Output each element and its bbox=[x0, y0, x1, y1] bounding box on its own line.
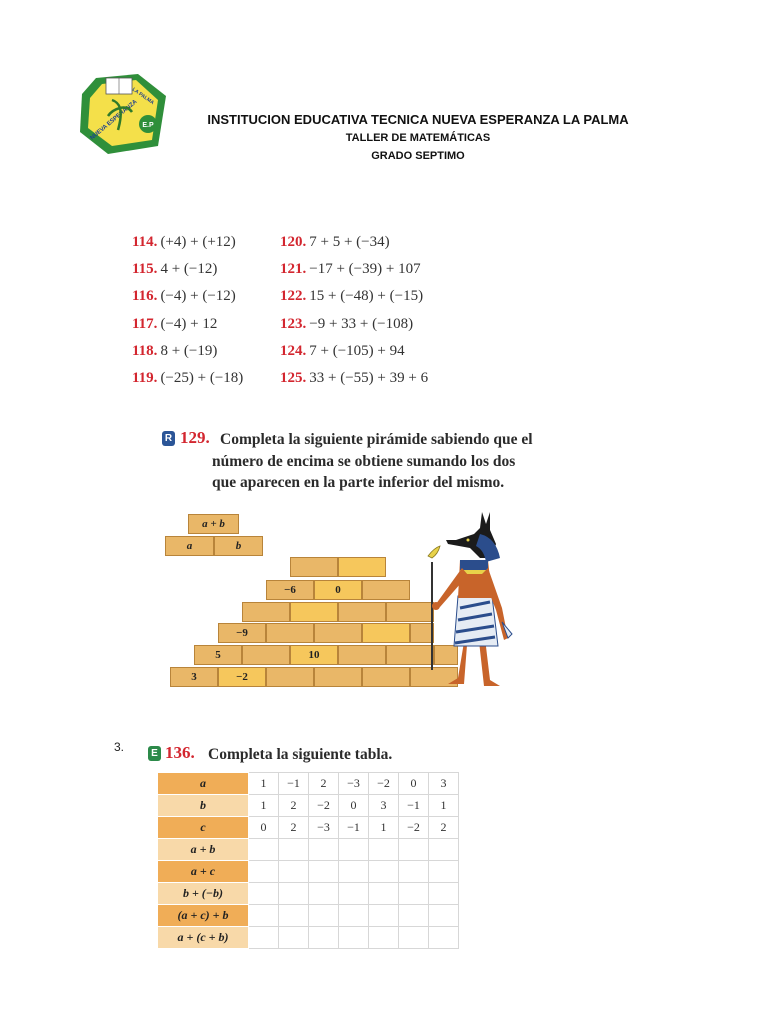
table-row bbox=[158, 883, 459, 905]
pyramid-brick: 0 bbox=[314, 580, 362, 600]
table-cell bbox=[399, 883, 429, 905]
table-row bbox=[158, 817, 459, 839]
exercise-expression: 7 + (−105) + 94 bbox=[309, 342, 405, 359]
problem-129-number: 129. bbox=[180, 428, 210, 447]
table-row-label: a bbox=[158, 773, 249, 795]
table-cell: 1 bbox=[369, 817, 399, 839]
pyramid-brick bbox=[338, 602, 386, 622]
problem-136-number: 136. bbox=[165, 743, 195, 762]
table-cell bbox=[309, 927, 339, 949]
table-cell bbox=[279, 927, 309, 949]
table-cell: 3 bbox=[369, 795, 399, 817]
table-cell bbox=[369, 905, 399, 927]
table-cell: 0 bbox=[249, 817, 279, 839]
table-row bbox=[158, 773, 459, 795]
exercise-item bbox=[280, 316, 413, 333]
exercise-number: 121. bbox=[280, 261, 307, 278]
table-cell bbox=[339, 883, 369, 905]
table-cell: 2 bbox=[309, 773, 339, 795]
exercise-number: 120. bbox=[280, 234, 307, 250]
table-cell bbox=[279, 905, 309, 927]
table-cell: 2 bbox=[279, 817, 309, 839]
table-cell: 2 bbox=[279, 795, 309, 817]
legend-brick-top: a + b bbox=[188, 514, 239, 534]
exercise-expression: 7 + 5 + (−34) bbox=[309, 234, 390, 250]
exercise-item bbox=[132, 316, 217, 333]
table-cell bbox=[429, 905, 459, 927]
pyramid-brick bbox=[362, 580, 410, 600]
problem-136-title: Completa la siguiente tabla. bbox=[208, 746, 393, 763]
table-row-label: (a + c) + b bbox=[158, 905, 249, 927]
table-cell bbox=[309, 883, 339, 905]
table-cell: −1 bbox=[399, 795, 429, 817]
table-cell bbox=[279, 883, 309, 905]
table-cell bbox=[369, 883, 399, 905]
pyramid-brick: −2 bbox=[218, 667, 266, 687]
table-cell bbox=[309, 905, 339, 927]
table-cell: 0 bbox=[399, 773, 429, 795]
table-row bbox=[158, 795, 459, 817]
table-row-label: a + (c + b) bbox=[158, 927, 249, 949]
table-cell: −1 bbox=[339, 817, 369, 839]
pyramid-brick bbox=[314, 623, 362, 643]
table-cell: 1 bbox=[249, 773, 279, 795]
exercise-item bbox=[132, 370, 243, 387]
table-cell bbox=[339, 839, 369, 861]
table-cell bbox=[339, 905, 369, 927]
table-cell: −2 bbox=[399, 817, 429, 839]
pyramid-brick: −9 bbox=[218, 623, 266, 643]
pyramid-brick bbox=[338, 557, 386, 577]
exercise-number: 124. bbox=[280, 342, 307, 359]
exercise-item bbox=[132, 234, 236, 251]
exercise-item bbox=[280, 370, 428, 387]
exercise-number: 119. bbox=[132, 370, 158, 386]
exercise-expression: (−25) + (−18) bbox=[160, 370, 244, 386]
pyramid-brick: 10 bbox=[290, 645, 338, 665]
problem-129-line-2: número de encima se obtiene sumando los dos bbox=[212, 453, 516, 470]
table-cell bbox=[249, 839, 279, 861]
logo-text-right: LA PALMA bbox=[130, 86, 156, 107]
table-row bbox=[158, 839, 459, 861]
exercise-number: 116. bbox=[132, 288, 158, 305]
table-cell bbox=[249, 861, 279, 883]
exercise-expression: −17 + (−39) + 107 bbox=[309, 261, 421, 278]
table-cell bbox=[429, 927, 459, 949]
exercise-item bbox=[280, 234, 390, 251]
table-cell bbox=[279, 839, 309, 861]
table-cell bbox=[249, 927, 279, 949]
pyramid-brick bbox=[266, 667, 314, 687]
grade-title: GRADO SEPTIMO bbox=[371, 150, 465, 162]
table-row-label: a + c bbox=[158, 861, 249, 883]
problem-129-badge: R bbox=[162, 431, 175, 446]
table-cell: 2 bbox=[429, 817, 459, 839]
exercise-expression: (+4) + (+12) bbox=[160, 234, 236, 250]
exercise-expression: −9 + 33 + (−108) bbox=[309, 315, 414, 332]
exercise-number: 114. bbox=[132, 234, 158, 250]
exercise-number: 125. bbox=[280, 370, 307, 386]
pyramid-brick bbox=[314, 667, 362, 687]
table-cell bbox=[279, 861, 309, 883]
table-cell bbox=[249, 905, 279, 927]
table-cell: 0 bbox=[339, 795, 369, 817]
table-cell: 1 bbox=[429, 795, 459, 817]
exercise-item bbox=[132, 261, 217, 278]
exercise-number: 118. bbox=[132, 342, 158, 359]
exercise-item bbox=[280, 343, 405, 360]
problem-129-line-3: que aparecen en la parte inferior del mismo. bbox=[212, 474, 505, 491]
exercise-number: 122. bbox=[280, 288, 307, 305]
exercise-expression: 15 + (−48) + (−15) bbox=[309, 288, 424, 305]
table-cell bbox=[399, 927, 429, 949]
anubis-illustration bbox=[418, 512, 528, 692]
school-name: INSTITUCION EDUCATIVA TECNICA NUEVA ESPERANZA LA PALMA bbox=[207, 112, 629, 127]
table-cell bbox=[399, 861, 429, 883]
pyramid-brick bbox=[362, 623, 410, 643]
problem-136-prefix: 3. bbox=[114, 740, 125, 754]
table-cell: −3 bbox=[309, 817, 339, 839]
table-cell bbox=[339, 927, 369, 949]
table-cell: −2 bbox=[369, 773, 399, 795]
exercise-expression: (−4) + 12 bbox=[160, 315, 218, 332]
exercise-number: 117. bbox=[132, 315, 158, 332]
exercise-item bbox=[132, 343, 217, 360]
pyramid-brick bbox=[266, 623, 314, 643]
table-cell: −3 bbox=[339, 773, 369, 795]
pyramid-brick bbox=[242, 645, 290, 665]
exercise-item bbox=[280, 261, 421, 278]
table-cell bbox=[309, 861, 339, 883]
table-cell: 1 bbox=[249, 795, 279, 817]
problem-136-badge: E bbox=[148, 746, 161, 761]
pyramid-brick bbox=[290, 602, 338, 622]
table-cell: −1 bbox=[279, 773, 309, 795]
logo-text-left: NUEVA ESPERANZA bbox=[89, 99, 139, 142]
exercise-expression: 33 + (−55) + 39 + 6 bbox=[309, 370, 429, 386]
table-cell: −2 bbox=[309, 795, 339, 817]
table-row bbox=[158, 861, 459, 883]
pyramid-brick bbox=[362, 667, 410, 687]
exercise-item bbox=[132, 288, 236, 305]
exercise-number: 115. bbox=[132, 261, 158, 278]
table-row-label: b bbox=[158, 795, 249, 817]
exercise-expression: 4 + (−12) bbox=[160, 261, 218, 278]
table-row bbox=[158, 927, 459, 949]
exercise-item bbox=[280, 288, 423, 305]
table-row bbox=[158, 905, 459, 927]
pyramid-brick: −6 bbox=[266, 580, 314, 600]
exercise-expression: 8 + (−19) bbox=[160, 342, 218, 359]
table-cell bbox=[369, 927, 399, 949]
problem-129-line-1: Completa la siguiente pirámide sabiendo que el bbox=[220, 431, 533, 448]
table-cell bbox=[249, 883, 279, 905]
table-cell bbox=[399, 839, 429, 861]
table-136 bbox=[157, 772, 459, 949]
table-cell bbox=[429, 839, 459, 861]
table-cell bbox=[339, 861, 369, 883]
table-cell: 3 bbox=[429, 773, 459, 795]
exercise-expression: (−4) + (−12) bbox=[160, 288, 236, 305]
pyramid-brick: 5 bbox=[194, 645, 242, 665]
legend-brick-right: b bbox=[214, 536, 263, 556]
table-cell bbox=[369, 861, 399, 883]
table-cell bbox=[399, 905, 429, 927]
exercise-number: 123. bbox=[280, 315, 307, 332]
pyramid-brick bbox=[338, 645, 386, 665]
table-row-label: b + (−b) bbox=[158, 883, 249, 905]
legend-brick-left: a bbox=[165, 536, 214, 556]
pyramid-brick bbox=[290, 557, 338, 577]
pyramid-brick bbox=[242, 602, 290, 622]
table-cell bbox=[429, 861, 459, 883]
table-cell bbox=[429, 883, 459, 905]
workshop-title: TALLER DE MATEMÁTICAS bbox=[345, 132, 491, 144]
table-cell bbox=[309, 839, 339, 861]
table-row-label: c bbox=[158, 817, 249, 839]
logo-initials: E.P bbox=[142, 122, 154, 129]
table-cell bbox=[369, 839, 399, 861]
pyramid-brick: 3 bbox=[170, 667, 218, 687]
table-row-label: a + b bbox=[158, 839, 249, 861]
